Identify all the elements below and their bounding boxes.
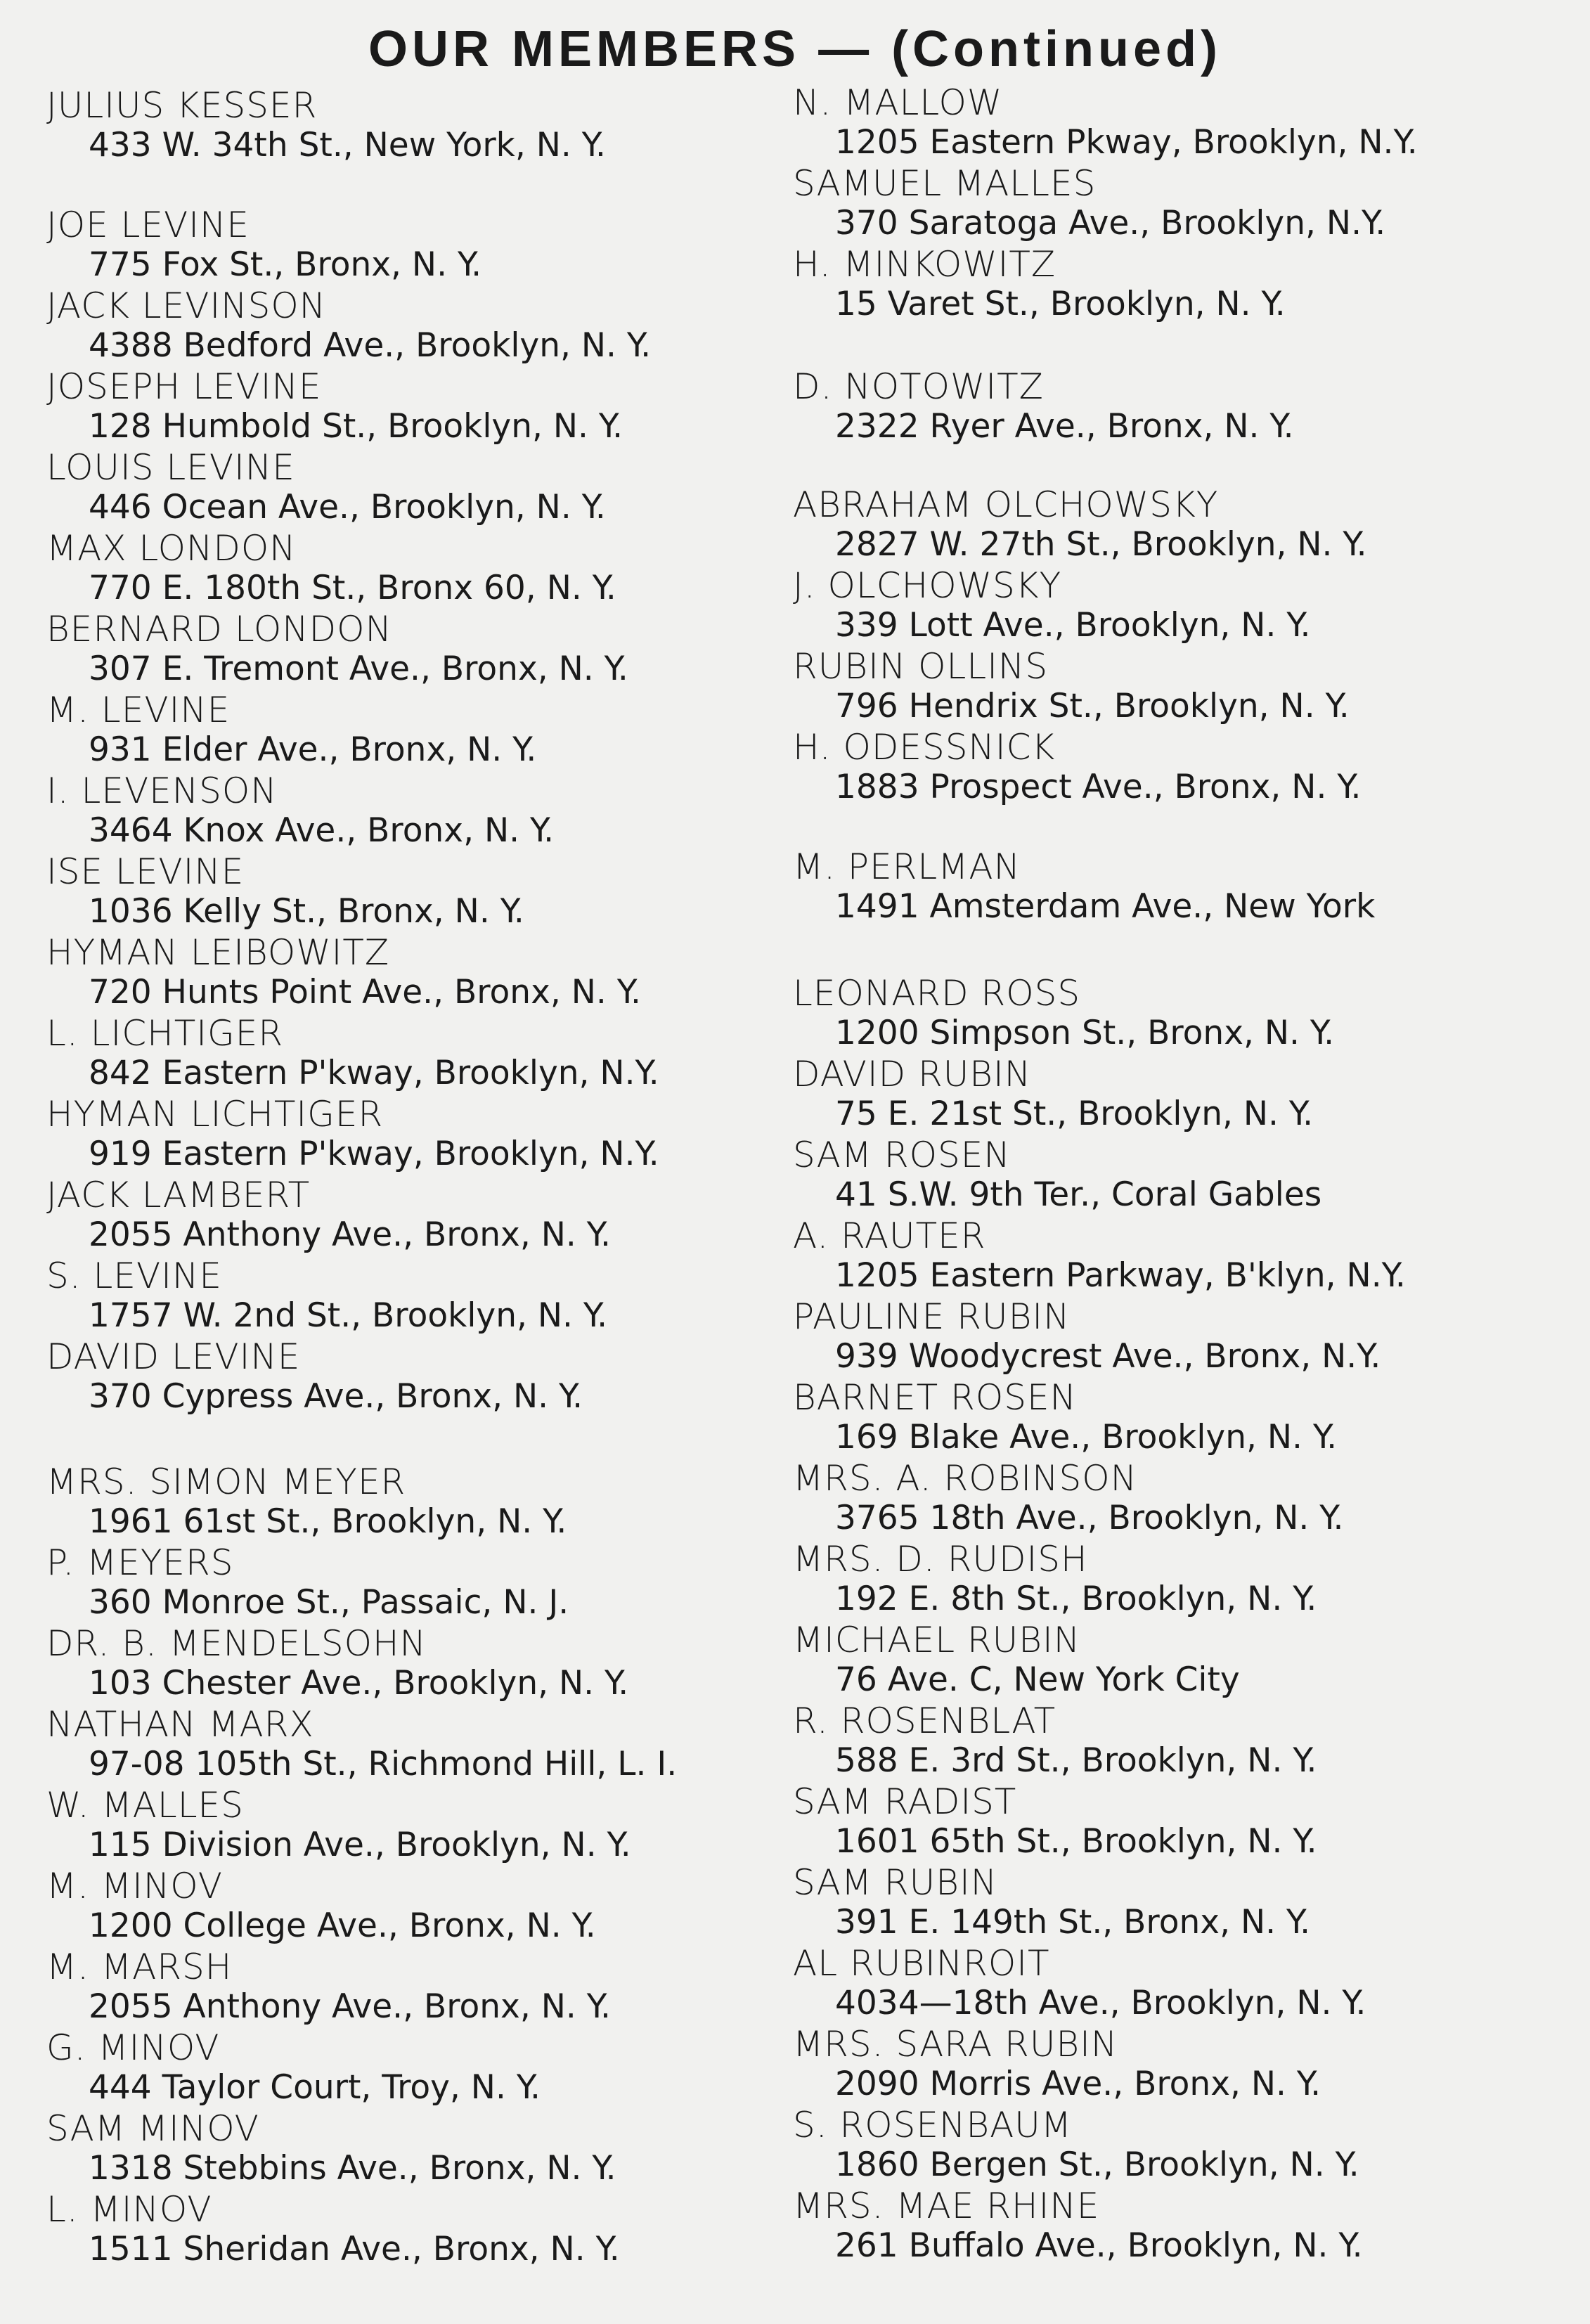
member-name: L. LICHTIGER (46, 1013, 284, 1054)
member-address: 1205 Eastern Pkway, Brooklyn, N.Y. (835, 123, 1418, 162)
member-address: 1511 Sheridan Ave., Bronx, N. Y. (89, 2230, 620, 2268)
member-name: HYMAN LICHTIGER (46, 1094, 384, 1135)
member-address: 4388 Bedford Ave., Brooklyn, N. Y. (89, 326, 652, 365)
member-entry (46, 1014, 791, 1094)
member-address: 128 Humbold St., Brooklyn, N. Y. (89, 407, 623, 446)
member-address: 41 S.W. 9th Ter., Coral Gables (835, 1175, 1322, 1214)
member-name: BERNARD LONDON (46, 609, 392, 650)
member-entry (46, 1462, 791, 1542)
member-name: SAM RUBIN (793, 1862, 998, 1903)
member-name: NATHAN MARX (46, 1704, 314, 1745)
member-address: 1200 Simpson St., Bronx, N. Y. (835, 1014, 1335, 1052)
member-name: BARNET ROSEN (793, 1377, 1077, 1418)
member-entry (46, 1866, 791, 1947)
member-entry (793, 1944, 1538, 2024)
member-address: 360 Monroe St., Passaic, N. J. (89, 1583, 569, 1622)
member-address: 3464 Knox Ave., Bronx, N. Y. (89, 811, 555, 850)
page-title: OUR MEMBERS — (Continued) (368, 21, 1222, 77)
member-entry (793, 485, 1538, 565)
member-entry (46, 609, 791, 690)
member-address: 75 E. 21st St., Brooklyn, N. Y. (835, 1095, 1314, 1133)
member-address: 588 E. 3rd St., Brooklyn, N. Y. (835, 1741, 1317, 1780)
member-address: 720 Hunts Point Ave., Bronx, N. Y. (89, 973, 641, 1012)
member-entry (46, 2109, 791, 2189)
member-entry (793, 2025, 1538, 2105)
member-entry (793, 245, 1538, 325)
member-name: R. ROSENBLAT (793, 1700, 1056, 1741)
member-entry (46, 1947, 791, 2027)
member-address: 307 E. Tremont Ave., Bronx, N. Y. (89, 650, 628, 688)
member-name: H. ODESSNICK (793, 727, 1056, 768)
member-entry (46, 1175, 791, 1255)
member-name: MRS. D. RUDISH (793, 1539, 1088, 1580)
member-name: S. LEVINE (46, 1255, 222, 1296)
member-address: 1491 Amsterdam Ave., New York (835, 887, 1376, 926)
member-entry (793, 974, 1538, 1054)
member-address: 444 Taylor Court, Troy, N. Y. (89, 2068, 541, 2107)
member-name: MICHAEL RUBIN (793, 1620, 1081, 1660)
member-address: 1601 65th St., Brooklyn, N. Y. (835, 1822, 1317, 1861)
member-name: G. MINOV (46, 2027, 220, 2068)
member-address: 796 Hendrix St., Brooklyn, N. Y. (835, 687, 1350, 725)
member-name: SAM RADIST (793, 1781, 1017, 1822)
member-entry (46, 367, 791, 447)
member-address: 1200 College Ave., Bronx, N. Y. (89, 1906, 596, 1945)
member-address: 2827 W. 27th St., Brooklyn, N. Y. (835, 525, 1367, 564)
member-name: D. NOTOWITZ (793, 366, 1044, 407)
member-name: N. MALLOW (793, 82, 1003, 123)
member-address: 919 Eastern P'kway, Brooklyn, N.Y. (89, 1135, 659, 1173)
member-name: SAMUEL MALLES (793, 163, 1097, 204)
member-name: AL RUBINROIT (793, 1943, 1050, 1984)
member-address: 446 Ocean Ave., Brooklyn, N. Y. (89, 488, 606, 527)
member-address: 1036 Kelly St., Bronx, N. Y. (89, 892, 524, 931)
member-name: DAVID LEVINE (46, 1336, 301, 1377)
member-name: L. MINOV (46, 2189, 212, 2230)
member-address: 97-08 105th St., Richmond Hill, L. I. (89, 1745, 678, 1783)
member-entry (793, 566, 1538, 646)
member-name: JACK LEVINSON (46, 285, 327, 326)
member-entry (793, 1216, 1538, 1296)
member-address: 15 Varet St., Brooklyn, N. Y. (835, 285, 1286, 323)
member-address: 2322 Ryer Ave., Bronx, N. Y. (835, 407, 1294, 446)
member-address: 370 Saratoga Ave., Brooklyn, N.Y. (835, 204, 1386, 243)
member-address: 939 Woodycrest Ave., Bronx, N.Y. (835, 1337, 1381, 1376)
member-entry (793, 847, 1538, 927)
member-address: 4034—18th Ave., Brooklyn, N. Y. (835, 1984, 1366, 2022)
member-address: 370 Cypress Ave., Bronx, N. Y. (89, 1377, 583, 1416)
member-name: H. MINKOWITZ (793, 244, 1056, 285)
member-entry (793, 1701, 1538, 1781)
member-name: SAM MINOV (46, 2108, 259, 2149)
member-entry (793, 1135, 1538, 1215)
member-name: JOE LEVINE (46, 205, 250, 245)
member-address: 1205 Eastern Parkway, B'klyn, N.Y. (835, 1256, 1406, 1295)
member-address: 115 Division Ave., Brooklyn, N. Y. (89, 1826, 631, 1864)
member-name: ABRAHAM OLCHOWSKY (793, 484, 1219, 525)
member-name: HYMAN LEIBOWITZ (46, 932, 390, 973)
member-address: 2055 Anthony Ave., Bronx, N. Y. (89, 1215, 611, 1254)
member-name: JACK LAMBERT (46, 1175, 311, 1215)
member-entry (793, 367, 1538, 447)
member-entry (793, 728, 1538, 808)
member-name: P. MEYERS (46, 1542, 234, 1583)
member-name: PAULINE RUBIN (793, 1296, 1071, 1337)
member-address: 775 Fox St., Bronx, N. Y. (89, 245, 482, 284)
member-name: S. ROSENBAUM (793, 2105, 1073, 2145)
member-entry (46, 205, 791, 285)
member-entry (793, 1863, 1538, 1943)
member-name: DR. B. MENDELSOHN (46, 1623, 427, 1664)
member-name: MAX LONDON (46, 528, 297, 569)
member-entry (46, 1705, 791, 1785)
member-entry (793, 1054, 1538, 1135)
member-address: 339 Lott Ave., Brooklyn, N. Y. (835, 606, 1311, 645)
member-name: MRS. MAE RHINE (793, 2186, 1100, 2226)
member-name: DAVID RUBIN (793, 1054, 1032, 1095)
member-entry (46, 286, 791, 366)
member-address: 391 E. 149th St., Bronx, N. Y. (835, 1903, 1311, 1942)
member-entry (46, 1095, 791, 1175)
member-name: M. MARSH (46, 1947, 233, 1987)
member-name: W. MALLES (46, 1785, 244, 1826)
member-entry (793, 1539, 1538, 1620)
member-address: 1318 Stebbins Ave., Bronx, N. Y. (89, 2149, 616, 2188)
member-entry (793, 1378, 1538, 1458)
member-address: 931 Elder Ave., Bronx, N. Y. (89, 730, 537, 769)
member-entry (46, 1543, 791, 1623)
member-entry (46, 529, 791, 609)
member-entry (46, 448, 791, 528)
member-name: JULIUS KESSER (46, 85, 318, 126)
member-address: 76 Ave. C, New York City (835, 1660, 1240, 1699)
member-name: I. LEVENSON (46, 770, 278, 811)
member-address: 1883 Prospect Ave., Bronx, N. Y. (835, 768, 1362, 806)
member-entry (793, 1620, 1538, 1700)
member-entry (793, 1782, 1538, 1862)
member-name: MRS. A. ROBINSON (793, 1458, 1137, 1499)
member-entry (793, 2105, 1538, 2186)
member-address: 1757 W. 2nd St., Brooklyn, N. Y. (89, 1296, 608, 1335)
member-name: MRS. SIMON MEYER (46, 1461, 406, 1502)
member-entry (46, 933, 791, 1013)
member-entry (793, 1459, 1538, 1539)
member-entry (46, 1337, 791, 1417)
member-entry (46, 2190, 791, 2270)
member-name: LEONARD ROSS (793, 973, 1081, 1014)
member-name: RUBIN OLLINS (793, 646, 1049, 687)
member-address: 3765 18th Ave., Brooklyn, N. Y. (835, 1499, 1344, 1537)
right-member-column (793, 0, 1538, 2324)
member-name: LOUIS LEVINE (46, 447, 295, 488)
member-entry (46, 1624, 791, 1704)
member-entry (46, 852, 791, 932)
member-entry (793, 647, 1538, 727)
member-address: 2090 Morris Ave., Bronx, N. Y. (835, 2065, 1321, 2103)
member-name: A. RAUTER (793, 1215, 986, 1256)
member-name: ISE LEVINE (46, 851, 245, 892)
member-entry (46, 1786, 791, 1866)
member-entry (46, 771, 791, 851)
member-address: 842 Eastern P'kway, Brooklyn, N.Y. (89, 1054, 659, 1092)
member-entry (46, 2028, 791, 2108)
left-member-column (46, 0, 791, 2324)
member-entry (793, 1297, 1538, 1377)
member-address: 770 E. 180th St., Bronx 60, N. Y. (89, 569, 616, 607)
member-name: J. OLCHOWSKY (793, 565, 1062, 606)
member-address: 1860 Bergen St., Brooklyn, N. Y. (835, 2145, 1359, 2184)
member-name: MRS. SARA RUBIN (793, 2024, 1118, 2065)
member-entry (793, 2186, 1538, 2266)
member-entry (46, 690, 791, 770)
member-name: JOSEPH LEVINE (46, 366, 322, 407)
member-address: 192 E. 8th St., Brooklyn, N. Y. (835, 1580, 1317, 1618)
member-entry (46, 1256, 791, 1336)
member-address: 103 Chester Ave., Brooklyn, N. Y. (89, 1664, 629, 1703)
member-entry (793, 164, 1538, 244)
member-address: 1961 61st St., Brooklyn, N. Y. (89, 1502, 567, 1541)
member-name: M. PERLMAN (793, 846, 1021, 887)
member-name: M. LEVINE (46, 690, 231, 730)
member-entry (46, 86, 791, 166)
member-address: 169 Blake Ave., Brooklyn, N. Y. (835, 1418, 1338, 1457)
member-name: M. MINOV (46, 1866, 223, 1906)
member-address: 433 W. 34th St., New York, N. Y. (89, 126, 606, 164)
member-address: 2055 Anthony Ave., Bronx, N. Y. (89, 1987, 611, 2026)
member-name: SAM ROSEN (793, 1135, 1011, 1175)
member-entry (793, 83, 1538, 163)
member-address: 261 Buffalo Ave., Brooklyn, N. Y. (835, 2226, 1363, 2265)
